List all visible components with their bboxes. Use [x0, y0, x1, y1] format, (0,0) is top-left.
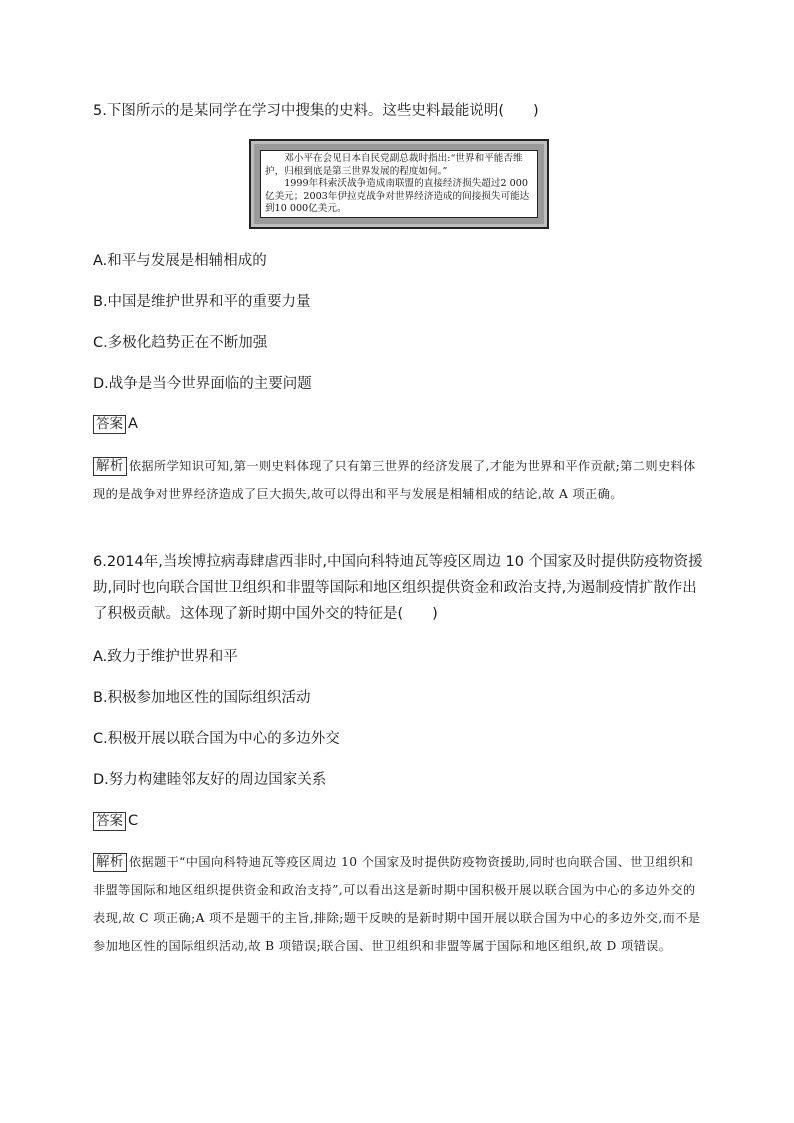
- question-5-answer: [93, 414, 138, 434]
- analysis-text: 依据题干“中国向科特迪瓦等疫区周边 10 个国家及时提供防疫物资援助,同时也向联合国、世卫组织和非盟等国际和地区组织提供资金和政治支持”,可以看出这是新时期中国积极开展以联合国为中心的多边外交的表现,故 C 项正确;A 项不是题干的主旨,排除;题干反映的是新时期中国开展以联合国为中心的多边外交,而不是参加地区性的国际组织活动,故 B 项错误;联合国、世卫组织和非盟等属于国际和地区组织,故 D 项错误。: [93, 855, 701, 953]
- figure-paragraph-2: 1999年科索沃战争造成南联盟的直接经济损失超过2 000亿美元；2003年伊拉克战争对世界经济造成的间接损失可能达到10 000亿美元。: [265, 178, 530, 215]
- answer-value: C: [128, 813, 139, 829]
- question-5-analysis: [93, 452, 701, 508]
- question-6-option-d[interactable]: D.努力构建睦邻友好的周边国家关系: [93, 772, 327, 788]
- question-5-stem: 5.下图所示的是某同学在学习中搜集的史料。这些史料最能说明( ): [93, 103, 539, 119]
- answer-value: A: [128, 416, 138, 432]
- historical-material-figure: [249, 139, 549, 229]
- question-6-option-a[interactable]: A.致力于维护世界和平: [93, 649, 238, 665]
- question-5-option-d[interactable]: D.战争是当今世界面临的主要问题: [93, 376, 312, 392]
- analysis-tag: 解析: [93, 457, 127, 476]
- figure-paragraph-1: 邓小平在会见日本自民党副总裁时指出:“世界和平能否维护，归根到底是第三世界发展的程度如何。”: [265, 153, 523, 177]
- question-5-option-c[interactable]: C.多极化趋势正在不断加强: [93, 335, 268, 351]
- analysis-text: 依据所学知识可知,第一则史料体现了只有第三世界的经济发展了,才能为世界和平作贡献;第二则史料体现的是战争对世界经济造成了巨大损失,故可以得出和平与发展是相辅相成的结论,故 A 项正确。: [93, 459, 696, 501]
- question-6-analysis: [93, 848, 701, 960]
- question-6-option-c[interactable]: C.积极开展以联合国为中心的多边外交: [93, 731, 340, 747]
- analysis-tag: 解析: [93, 853, 127, 872]
- answer-tag: 答案: [93, 812, 126, 831]
- answer-tag: 答案: [93, 415, 126, 434]
- question-6-answer: [93, 811, 138, 831]
- question-6-stem: 6.2014年,当埃博拉病毒肆虐西非时,中国向科特迪瓦等疫区周边 10 个国家及时提供防疫物资援助,同时也向联合国世卫组织和非盟等国际和地区组织提供资金和政治支持,为遏制疫情扩散作出了积极贡献。这体现了新时期中国外交的特征是( ): [93, 554, 703, 622]
- question-5-option-a[interactable]: A.和平与发展是相辅相成的: [93, 253, 267, 269]
- question-6-option-b[interactable]: B.积极参加地区性的国际组织活动: [93, 690, 311, 706]
- figure-text-box: [260, 150, 538, 218]
- question-5-option-b[interactable]: B.中国是维护世界和平的重要力量: [93, 294, 311, 310]
